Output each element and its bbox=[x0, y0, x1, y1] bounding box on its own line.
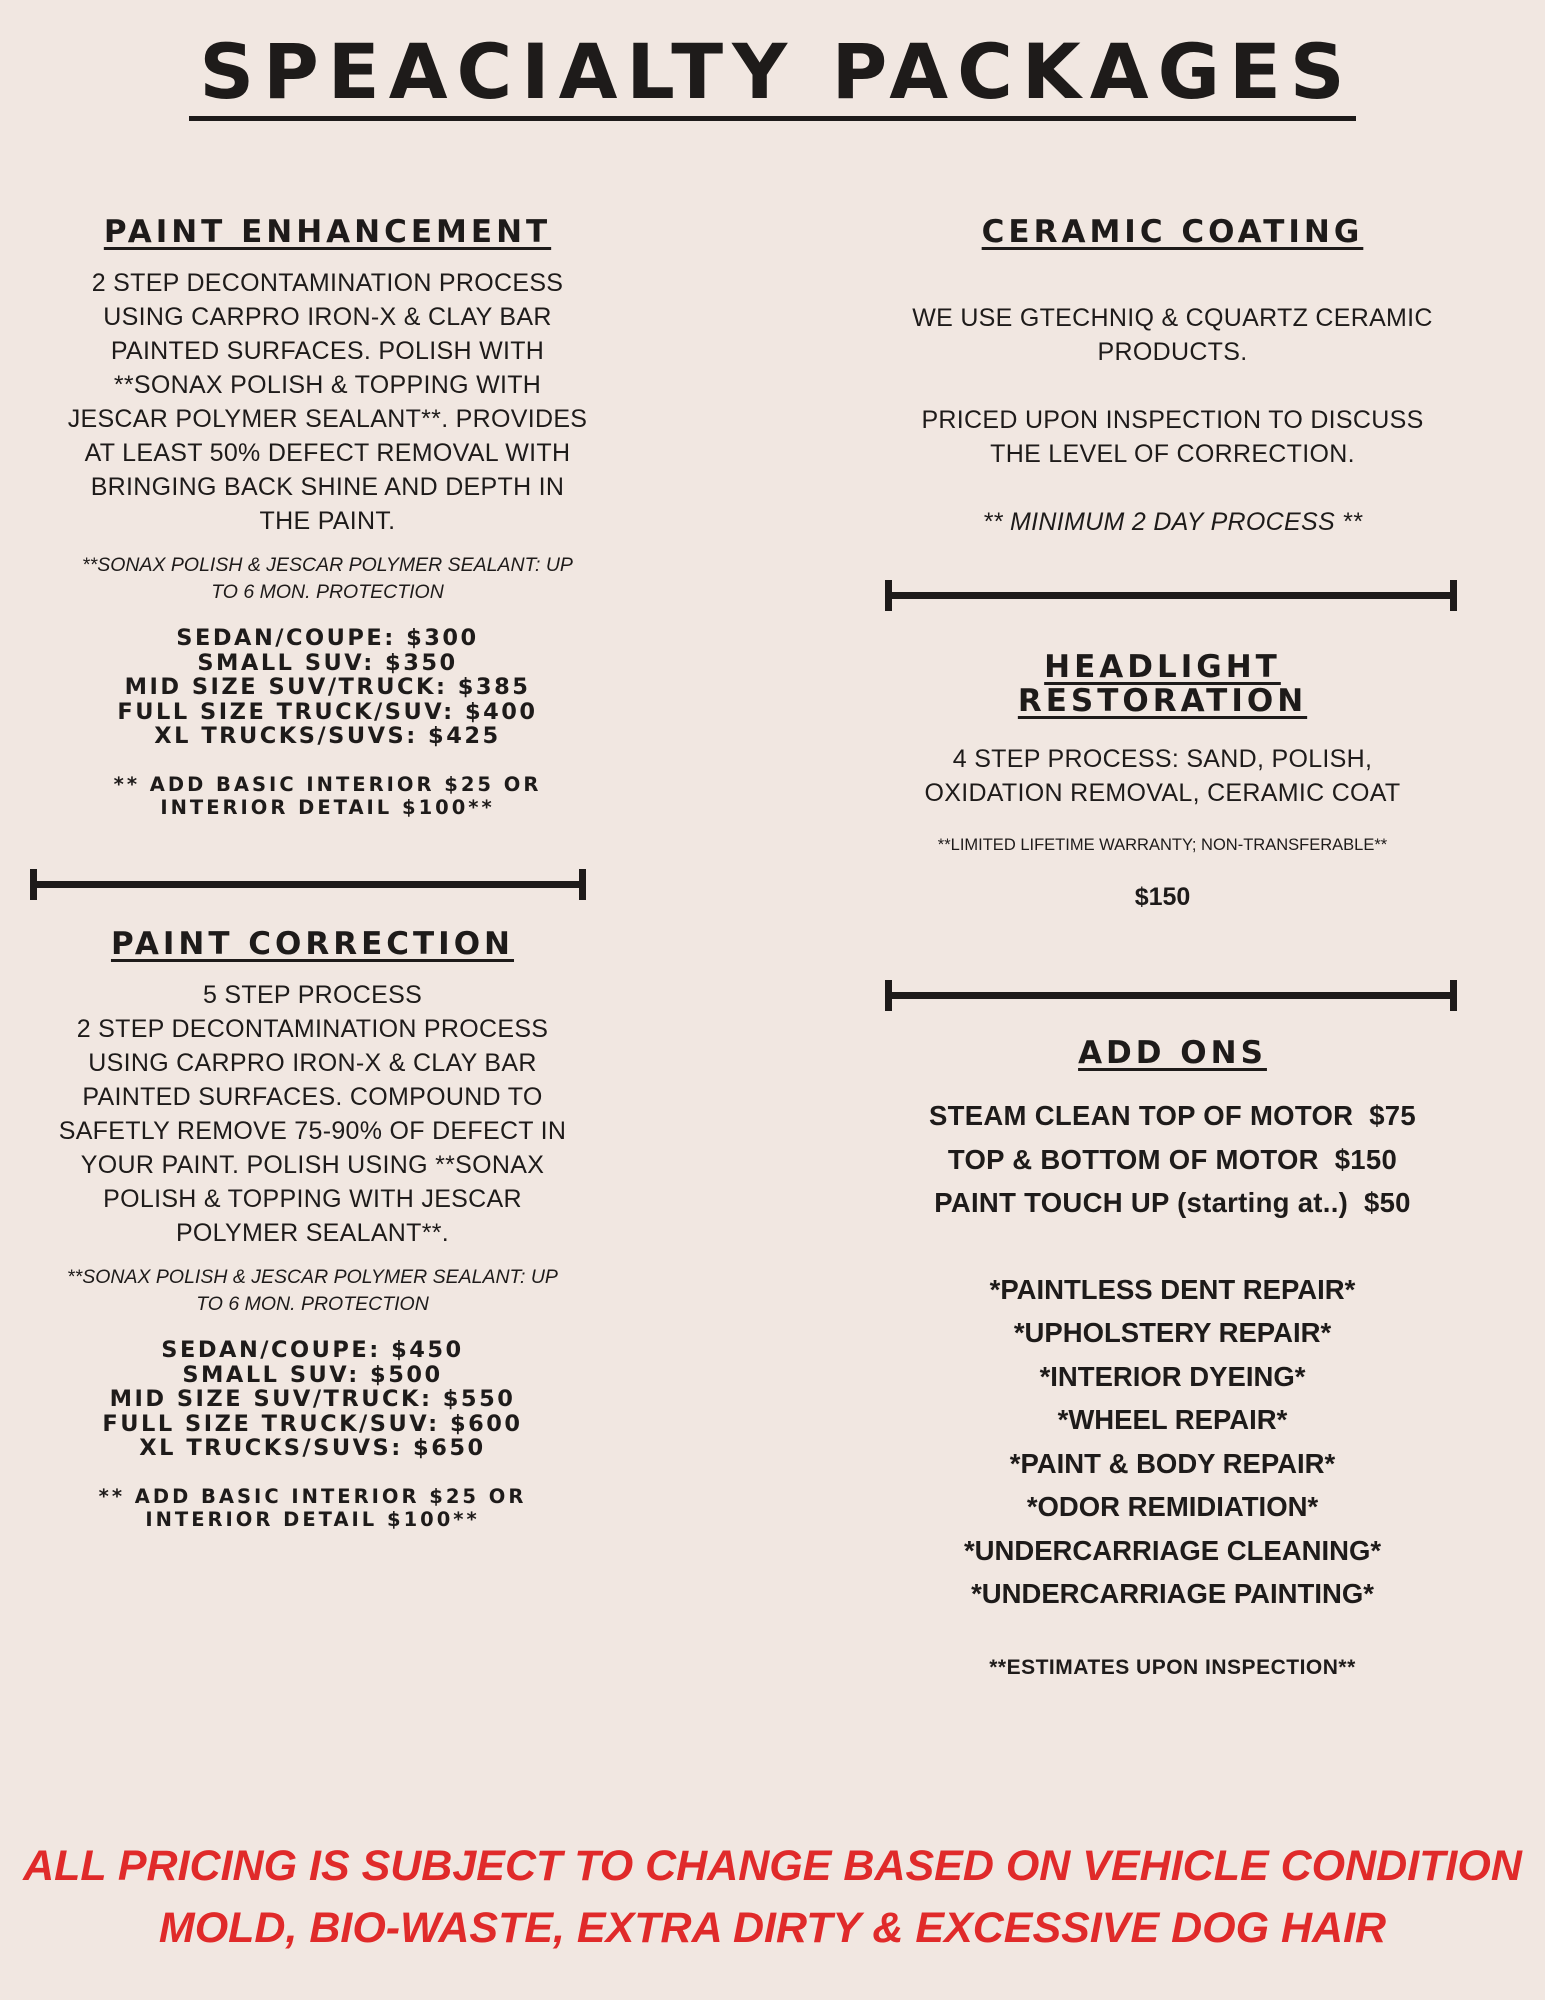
disclaimer-line: ALL PRICING IS SUBJECT TO CHANGE BASED ON VEHICLE CONDITION bbox=[23, 1842, 1522, 1890]
extra-service-item: *PAINTLESS DENT REPAIR* bbox=[989, 1273, 1356, 1305]
extra-service-item: *INTERIOR DYEING* bbox=[1039, 1360, 1306, 1392]
text-line: POLISH & TOPPING WITH JESCAR bbox=[103, 1185, 522, 1213]
add-on-item: PAINT TOUCH UP (starting at..) $50 bbox=[934, 1187, 1411, 1218]
extra-service-item: *UPHOLSTERY REPAIR* bbox=[1013, 1317, 1332, 1348]
add-on-item: STEAM CLEAN TOP OF MOTOR $75 bbox=[929, 1100, 1416, 1131]
note-line: **SONAX POLISH & JESCAR POLYMER SEALANT: UP bbox=[82, 554, 573, 576]
text-line: USING CARPRO IRON-X & CLAY BAR bbox=[103, 303, 552, 331]
text-line: WE USE GTECHNIQ & CQUARTZ CERAMIC bbox=[912, 304, 1433, 332]
paint-correction-description bbox=[15, 978, 610, 1250]
extra-service-item: *ODOR REMIDIATION* bbox=[1026, 1491, 1319, 1522]
headlight-restoration-heading bbox=[860, 650, 1465, 718]
paint-correction-prices bbox=[15, 1338, 610, 1461]
headlight-warranty: **LIMITED LIFETIME WARRANTY; NON-TRANSFERABLE** bbox=[937, 836, 1388, 854]
section-divider bbox=[885, 592, 1457, 599]
text-line: BRINGING BACK SHINE AND DEPTH IN bbox=[90, 473, 565, 501]
paint-enhancement-description bbox=[30, 266, 625, 538]
price-line: MID SIZE SUV/TRUCK: $385 bbox=[124, 674, 531, 700]
price-line: SEDAN/COUPE: $450 bbox=[161, 1337, 464, 1363]
ceramic-coating-note: ** MINIMUM 2 DAY PROCESS ** bbox=[982, 508, 1363, 536]
add-ons-heading: ADD ONS bbox=[1078, 1035, 1267, 1071]
headlight-description bbox=[860, 742, 1465, 810]
text-line: PAINTED SURFACES. POLISH WITH bbox=[110, 337, 545, 365]
price-line: SMALL SUV: $350 bbox=[197, 649, 458, 676]
add-ons-list bbox=[870, 1094, 1475, 1225]
pricing-disclaimer bbox=[0, 1835, 1545, 1959]
ceramic-coating-description bbox=[870, 301, 1475, 369]
page-title bbox=[0, 28, 1545, 116]
text-line: PRICED UPON INSPECTION TO DISCUSS bbox=[921, 406, 1424, 434]
extra-service-item: *UNDERCARRIAGE CLEANING* bbox=[963, 1534, 1382, 1566]
text-line: YOUR PAINT. POLISH USING **SONAX bbox=[80, 1151, 545, 1179]
section-divider bbox=[30, 881, 586, 888]
text-line: THE PAINT. bbox=[259, 507, 396, 535]
headlight-restoration-section bbox=[860, 650, 1465, 912]
paint-enhancement-section bbox=[30, 215, 625, 819]
addon-line: ** ADD BASIC INTERIOR $25 OR bbox=[113, 772, 542, 796]
ceramic-coating-heading: CERAMIC COATING bbox=[981, 214, 1364, 250]
extra-service-item: *UNDERCARRIAGE PAINTING* bbox=[971, 1578, 1374, 1609]
paint-correction-heading: PAINT CORRECTION bbox=[110, 926, 515, 962]
price-line: XL TRUCKS/SUVS: $425 bbox=[154, 723, 501, 749]
headlight-price: $150 bbox=[1134, 883, 1191, 911]
text-line: 2 STEP DECONTAMINATION PROCESS bbox=[76, 1015, 549, 1043]
text-line: POLYMER SEALANT**. bbox=[175, 1219, 450, 1247]
addon-line: INTERIOR DETAIL $100** bbox=[145, 1507, 480, 1531]
price-line: SEDAN/COUPE: $300 bbox=[176, 625, 479, 651]
text-line: THE LEVEL OF CORRECTION. bbox=[990, 440, 1355, 468]
heading-line: RESTORATION bbox=[1017, 683, 1308, 719]
paint-correction-note bbox=[15, 1264, 610, 1318]
ceramic-coating-pricing bbox=[870, 403, 1475, 471]
price-line: FULL SIZE TRUCK/SUV: $600 bbox=[102, 1410, 523, 1437]
section-divider bbox=[885, 992, 1457, 999]
page-title-text: SPEACIALTY PACKAGES bbox=[189, 27, 1355, 121]
paint-correction-section bbox=[15, 927, 610, 1531]
text-line: PAINTED SURFACES. COMPOUND TO bbox=[82, 1083, 543, 1111]
estimate-note: **ESTIMATES UPON INSPECTION** bbox=[989, 1655, 1356, 1679]
paint-correction-addon bbox=[15, 1485, 610, 1531]
paint-enhancement-prices bbox=[30, 626, 625, 749]
note-line: **SONAX POLISH & JESCAR POLYMER SEALANT: UP bbox=[67, 1266, 558, 1288]
text-line: 4 STEP PROCESS: SAND, POLISH, bbox=[952, 745, 1373, 773]
text-line: 5 STEP PROCESS bbox=[202, 981, 423, 1009]
price-line: MID SIZE SUV/TRUCK: $550 bbox=[109, 1386, 516, 1412]
text-line: AT LEAST 50% DEFECT REMOVAL WITH bbox=[84, 439, 571, 467]
price-line: SMALL SUV: $500 bbox=[182, 1361, 443, 1388]
disclaimer-line: MOLD, BIO-WASTE, EXTRA DIRTY & EXCESSIVE DOG HAIR bbox=[158, 1904, 1387, 1952]
paint-enhancement-addon bbox=[30, 773, 625, 819]
note-line: TO 6 MON. PROTECTION bbox=[211, 581, 444, 603]
text-line: SAFETLY REMOVE 75-90% OF DEFECT IN bbox=[58, 1117, 567, 1145]
addon-line: INTERIOR DETAIL $100** bbox=[160, 795, 495, 819]
text-line: PRODUCTS. bbox=[1097, 338, 1248, 366]
add-ons-section bbox=[870, 1036, 1475, 1680]
extra-services-list bbox=[870, 1268, 1475, 1616]
add-on-item: TOP & BOTTOM OF MOTOR $150 bbox=[947, 1143, 1398, 1175]
heading-line: HEADLIGHT bbox=[1044, 649, 1281, 685]
extra-service-item: *WHEEL REPAIR* bbox=[1057, 1404, 1288, 1435]
paint-enhancement-note bbox=[30, 552, 625, 606]
note-line: TO 6 MON. PROTECTION bbox=[196, 1293, 429, 1315]
extra-service-item: *PAINT & BODY REPAIR* bbox=[1009, 1447, 1336, 1479]
text-line: OXIDATION REMOVAL, CERAMIC COAT bbox=[924, 779, 1401, 807]
text-line: USING CARPRO IRON-X & CLAY BAR bbox=[88, 1049, 537, 1077]
text-line: **SONAX POLISH & TOPPING WITH bbox=[113, 371, 542, 399]
ceramic-coating-section bbox=[870, 215, 1475, 539]
paint-enhancement-heading: PAINT ENHANCEMENT bbox=[103, 214, 552, 250]
text-line: JESCAR POLYMER SEALANT**. PROVIDES bbox=[67, 405, 588, 433]
price-line: XL TRUCKS/SUVS: $650 bbox=[139, 1435, 486, 1461]
addon-line: ** ADD BASIC INTERIOR $25 OR bbox=[98, 1484, 527, 1508]
price-line: FULL SIZE TRUCK/SUV: $400 bbox=[117, 698, 538, 725]
text-line: 2 STEP DECONTAMINATION PROCESS bbox=[91, 269, 564, 297]
